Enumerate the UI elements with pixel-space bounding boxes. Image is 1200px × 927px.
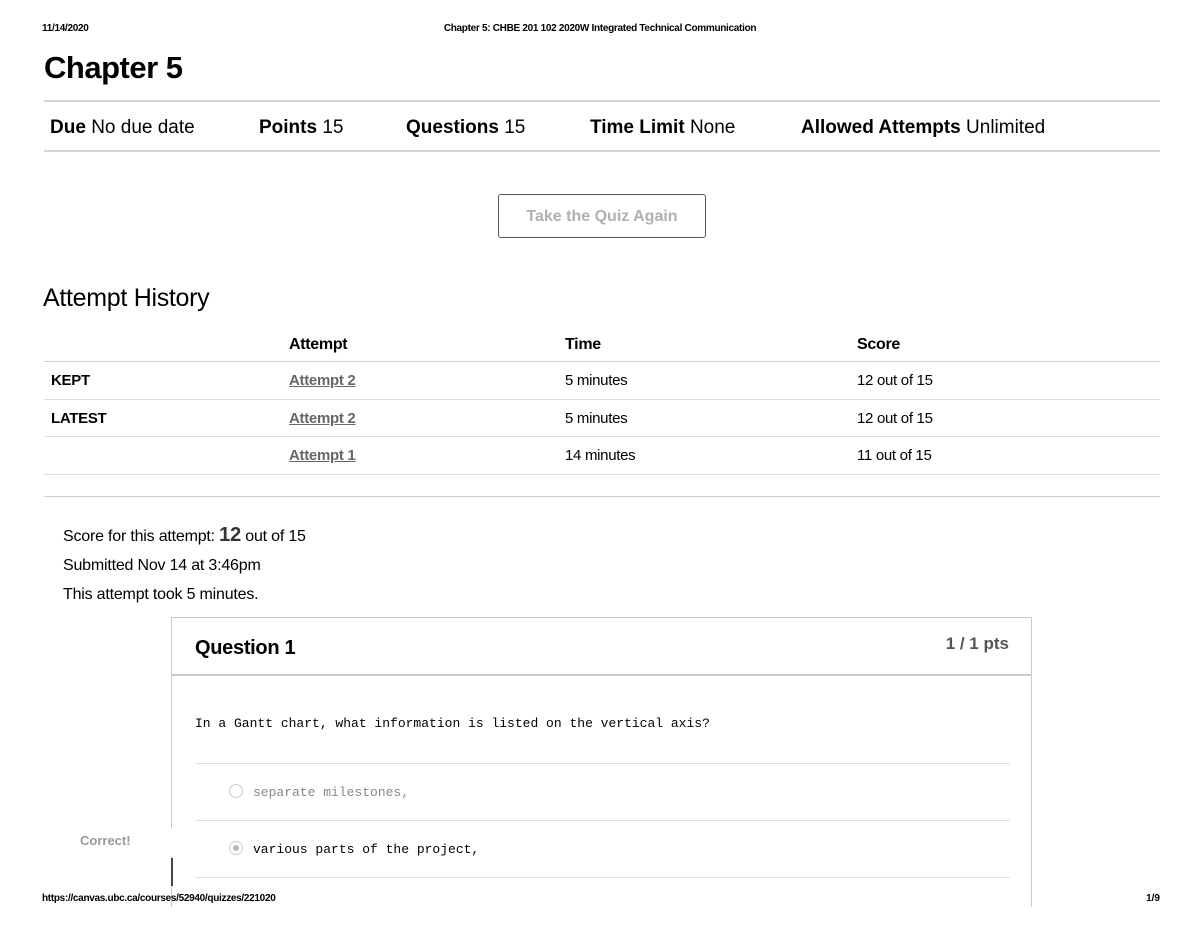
divider xyxy=(44,496,1160,497)
attempt-history-title: Attempt History xyxy=(43,284,210,312)
question-card xyxy=(171,617,1032,907)
due-label: Due xyxy=(50,117,86,138)
question-header xyxy=(172,618,1031,676)
print-footer-url: https://canvas.ubc.ca/courses/52940/quizzes/221020 xyxy=(42,893,276,904)
attempt-column-header: Attempt xyxy=(289,336,348,353)
correct-answer-label: Correct! xyxy=(80,833,131,848)
due-value: No due date xyxy=(91,117,195,138)
answer-text: various parts of the project, xyxy=(253,842,480,857)
time-limit-label: Time Limit xyxy=(590,117,685,138)
answer-divider xyxy=(195,877,1010,907)
page-title: Chapter 5 xyxy=(44,50,183,85)
score-suffix: out of 15 xyxy=(245,528,306,545)
answer-option[interactable] xyxy=(195,763,1010,820)
due-detail xyxy=(50,117,195,139)
time-limit-value: None xyxy=(689,117,736,138)
question-text: In a Gantt chart, what information is listed on the vertical axis? xyxy=(195,716,710,731)
radio-button-checked[interactable] xyxy=(229,841,243,855)
answer-text: separate milestones, xyxy=(253,785,410,800)
attempt-time: 5 minutes xyxy=(565,409,628,427)
table-header-row xyxy=(44,333,1160,362)
questions-label: Questions xyxy=(406,117,499,138)
attempt-time: 14 minutes xyxy=(565,447,636,464)
attempt-score: 12 out of 15 xyxy=(857,409,933,427)
questions-detail xyxy=(406,117,525,139)
table-row xyxy=(44,400,1160,438)
score-value: 12 xyxy=(219,524,242,546)
points-label: Points xyxy=(259,117,318,138)
attempt-link[interactable]: Attempt 2 xyxy=(289,372,356,389)
question-title: Question 1 xyxy=(195,637,296,659)
correct-indicator-bar xyxy=(171,858,173,886)
question-points: 1 / 1 pts xyxy=(945,634,1009,653)
attempt-score: 12 out of 15 xyxy=(857,372,933,389)
points-detail xyxy=(259,117,343,139)
attempt-history-table xyxy=(44,333,1160,475)
score-line xyxy=(63,521,306,551)
points-value: 15 xyxy=(322,117,344,138)
questions-value: 15 xyxy=(504,117,526,138)
answer-option-selected[interactable] xyxy=(195,820,1010,877)
radio-button[interactable] xyxy=(229,784,243,798)
table-row xyxy=(44,437,1160,475)
allowed-attempts-label: Allowed Attempts xyxy=(801,117,961,138)
attempt-link[interactable]: Attempt 2 xyxy=(289,409,356,427)
time-limit-detail xyxy=(590,117,735,139)
attempt-summary xyxy=(63,521,306,609)
print-header-title: Chapter 5: CHBE 201 102 2020W Integrated Technical Communication xyxy=(443,23,757,34)
table-row xyxy=(44,362,1160,400)
time-column-header: Time xyxy=(565,336,601,353)
attempt-time: 5 minutes xyxy=(565,372,628,389)
print-footer-page: 1/9 xyxy=(1146,893,1160,904)
print-date: 11/14/2020 xyxy=(42,23,89,34)
row-label: KEPT xyxy=(51,372,90,389)
row-label: LATEST xyxy=(51,409,107,427)
score-prefix: Score for this attempt: xyxy=(63,528,215,545)
score-column-header: Score xyxy=(857,336,900,353)
allowed-attempts-value: Unlimited xyxy=(966,117,1046,138)
quiz-details-bar xyxy=(44,100,1160,152)
allowed-attempts-detail xyxy=(801,117,1045,139)
attempt-link[interactable]: Attempt 1 xyxy=(289,447,356,464)
take-quiz-again-button[interactable]: Take the Quiz Again xyxy=(498,194,706,238)
attempt-duration: This attempt took 5 minutes. xyxy=(63,586,259,603)
attempt-score: 11 out of 15 xyxy=(857,447,932,464)
submitted-time: Submitted Nov 14 at 3:46pm xyxy=(63,557,261,574)
correct-indicator-gap xyxy=(171,828,173,856)
